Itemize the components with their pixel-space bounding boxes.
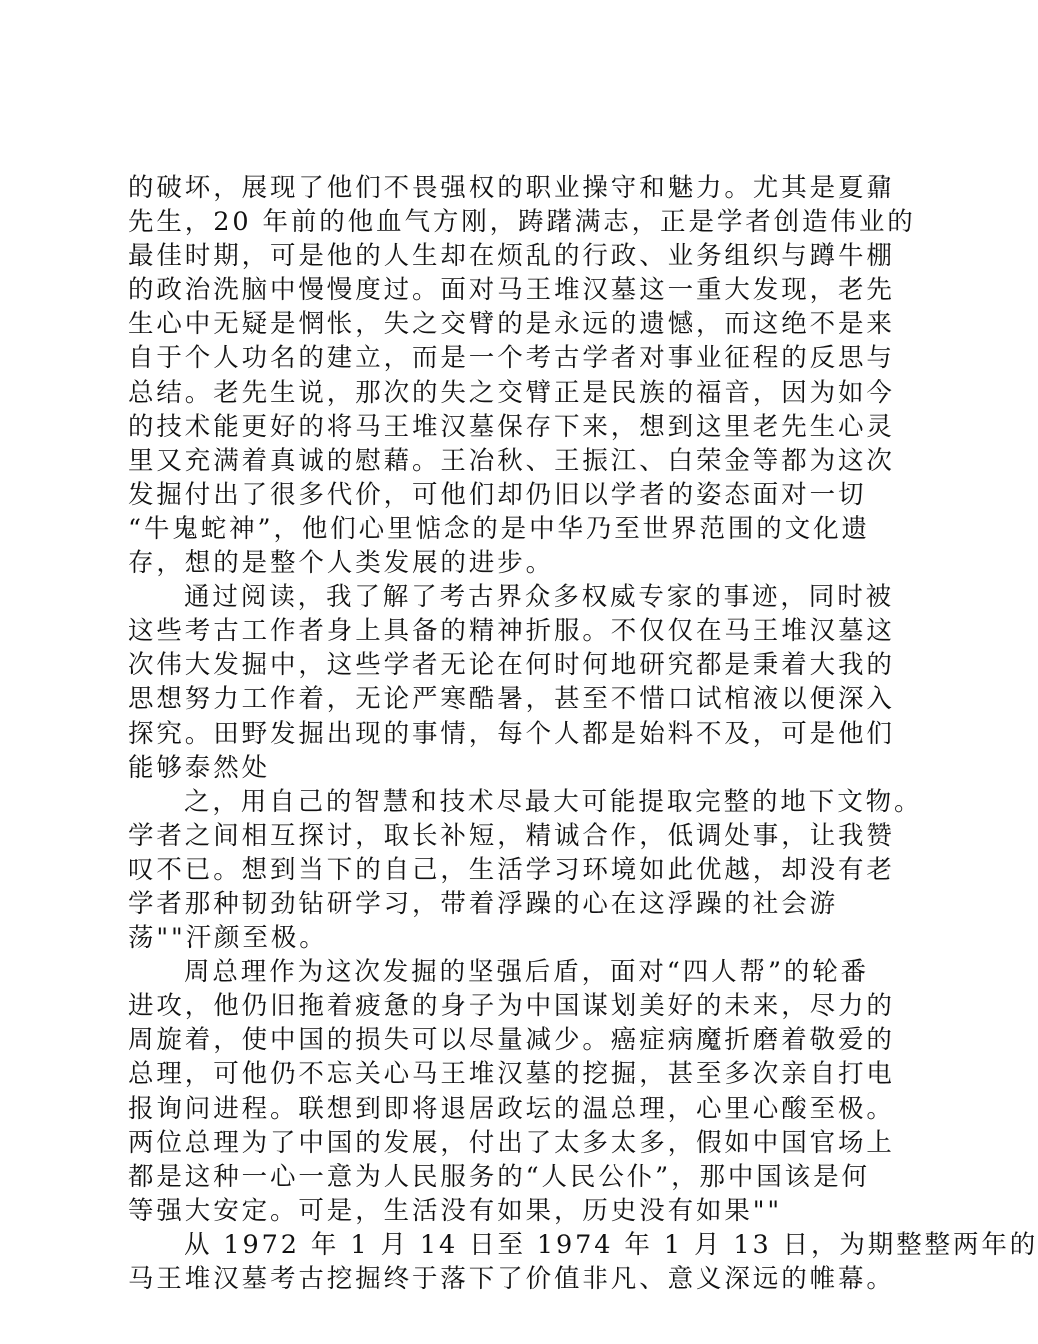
text-line: 从 1972 年 1 月 14 日至 1974 年 1 月 13 日，为期整整两年的 (184, 1229, 1038, 1260)
text-line: 荡""汗颜至极。 (128, 923, 328, 954)
text-line: 的技术能更好的将马王堆汉墓保存下来，想到这里老先生心灵 (128, 411, 895, 442)
text-line: 存，想的是整个人类发展的进步。 (128, 548, 555, 579)
text-line: 马王堆汉墓考古挖掘终于落下了价值非凡、意义深远的帷幕。 (128, 1264, 895, 1294)
text-line: 之，用自己的智慧和技术尽最大可能提取完整的地下文物。 (184, 786, 923, 817)
text-line: 叹不已。想到当下的自己，生活学习环境如此优越，却没有老 (128, 854, 895, 885)
text-line: 探究。田野发掘出现的事情，每个人都是始料不及，可是他们 (128, 718, 895, 749)
text-line: 思想努力工作着，无论严寒酷暑，甚至不惜口试棺液以便深入 (128, 684, 895, 715)
text-line: 通过阅读，我了解了考古界众多权威专家的事迹，同时被 (184, 582, 895, 613)
text-line: 发掘付出了很多代价，可他们却仍旧以学者的姿态面对一切 (128, 479, 867, 510)
text-line: 周总理作为这次发掘的坚强后盾，面对“四人帮”的轮番 (184, 957, 870, 988)
text-line: 的政治洗脑中慢慢度过。面对马王堆汉墓这一重大发现，老先 (128, 275, 895, 306)
text-line: 里又充满着真诚的慰藉。王冶秋、王振江、白荣金等都为这次 (128, 445, 895, 476)
text-line: 先生，20 年前的他血气方刚，踌躇满志，正是学者创造伟业的 (128, 207, 916, 238)
text-line: 次伟大发掘中，这些学者无论在何时何地研究都是秉着大我的 (128, 650, 895, 681)
text-line: 这些考古工作者身上具备的精神折服。不仅仅在马王堆汉墓这 (128, 616, 895, 647)
text-line: 都是这种一心一意为人民服务的“人民公仆”，那中国该是何 (128, 1161, 870, 1192)
text-line: 等强大安定。可是，生活没有如果，历史没有如果"" (128, 1195, 783, 1226)
text-line: 两位总理为了中国的发展，付出了太多太多，假如中国官场上 (128, 1127, 895, 1158)
text-line: 进攻，他仍旧拖着疲惫的身子为中国谋划美好的未来，尽力的 (128, 991, 895, 1022)
text-line: “牛鬼蛇神”，他们心里惦念的是中华乃至世界范围的文化遗 (128, 513, 870, 544)
text-line: 学者那种韧劲钻研学习，带着浮躁的心在这浮躁的社会游 (128, 888, 839, 919)
text-line: 最佳时期，可是他的人生却在烦乱的行政、业务组织与蹲牛棚 (128, 241, 895, 272)
text-line: 报询问进程。联想到即将退居政坛的温总理，心里心酸至极。 (128, 1093, 895, 1124)
text-line: 的破坏，展现了他们不畏强权的职业操守和魅力。尤其是夏鼐 (128, 173, 895, 203)
text-line: 周旋着，使中国的损失可以尽量减少。癌症病魔折磨着敬爱的 (128, 1025, 895, 1056)
text-line: 生心中无疑是惘怅，失之交臂的是永远的遗憾，而这绝不是来 (128, 309, 895, 340)
text-line: 总理，可他仍不忘关心马王堆汉墓的挖掘，甚至多次亲自打电 (128, 1059, 895, 1090)
text-line: 学者之间相互探讨，取长补短，精诚合作，低调处事，让我赞 (128, 820, 895, 851)
text-line: 总结。老先生说，那次的失之交臂正是民族的福音，因为如今 (128, 377, 895, 408)
text-line: 能够泰然处 (128, 752, 271, 783)
body-text (128, 171, 1038, 1296)
text-line: 自于个人功名的建立，而是一个考古学者对事业征程的反思与 (128, 343, 895, 374)
